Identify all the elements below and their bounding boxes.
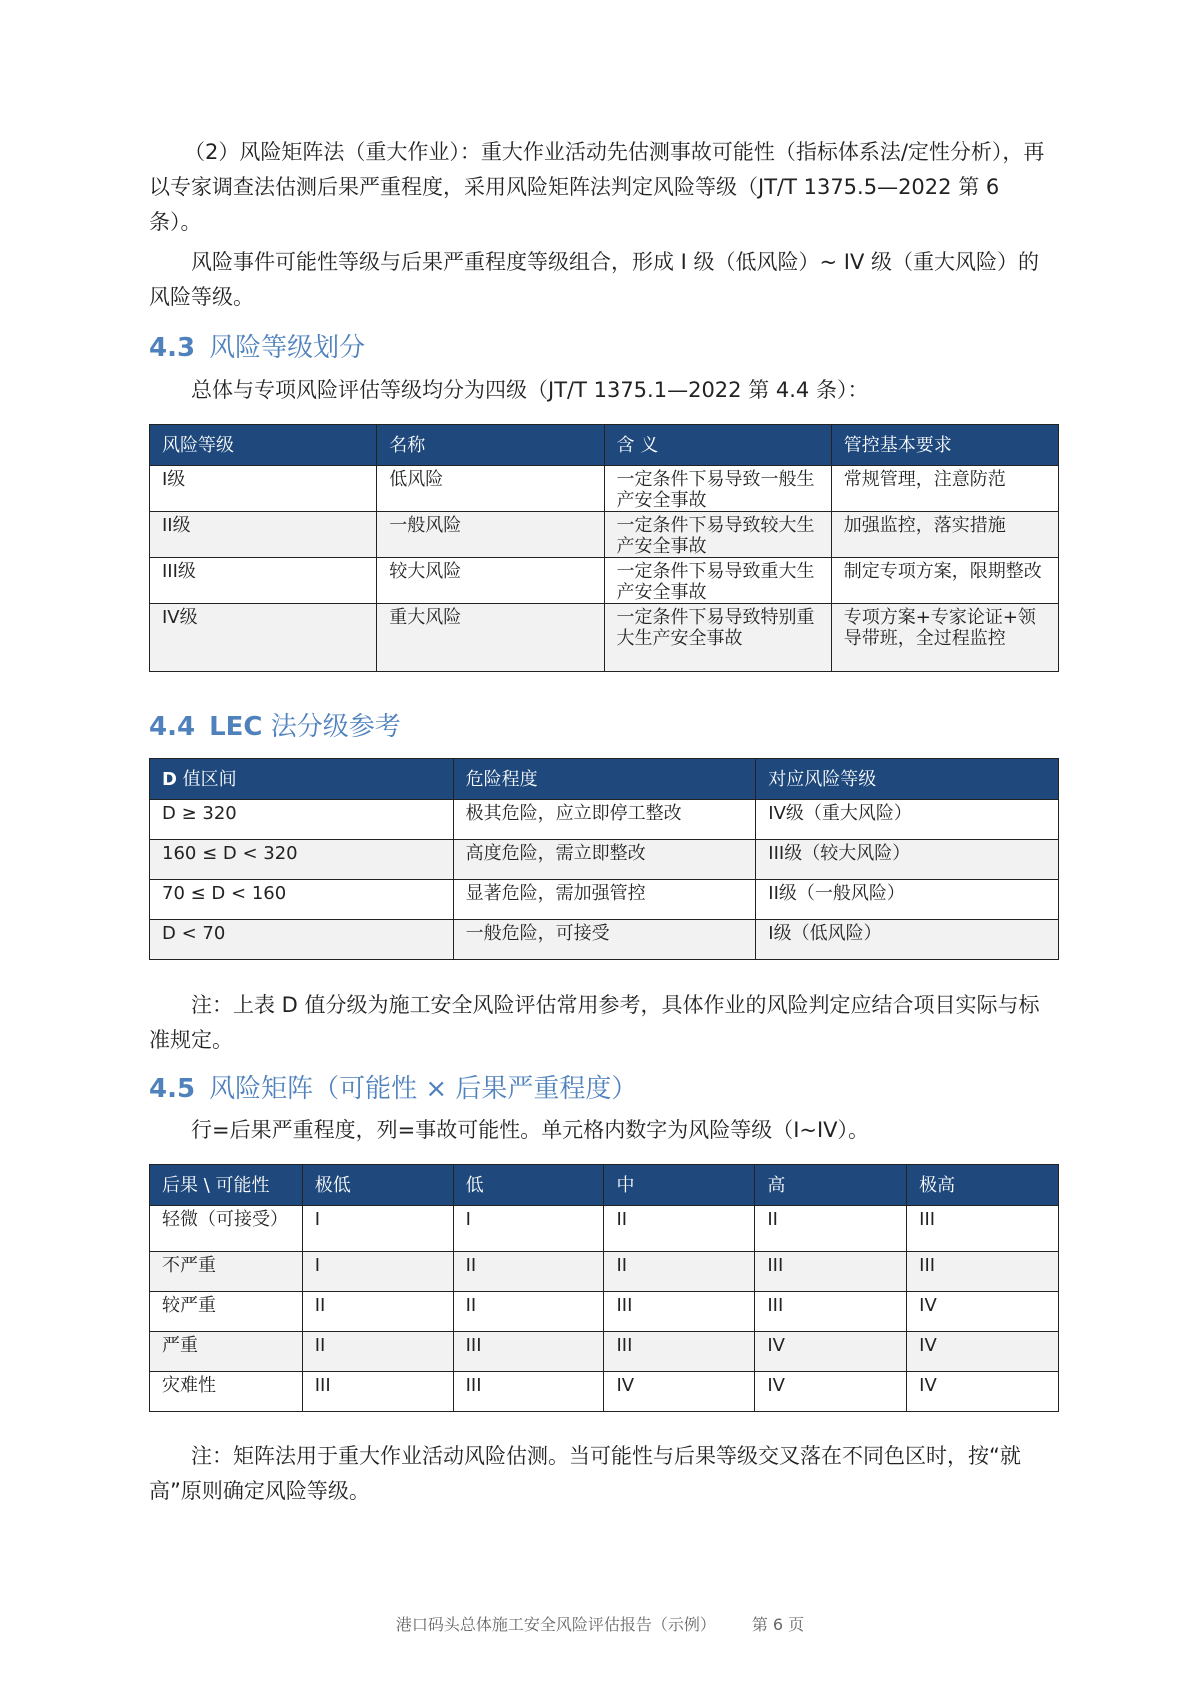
intro-paragraph-matrix-method: （2）风险矩阵法（重大作业）：重大作业活动先估测事故可能性（指标体系法/定性分析），再以专家调查法估测后果严重程度，采用风险矩阵法判定风险等级（JT/T 1375.5—2022 第 6 条）。 <box>149 140 1045 234</box>
table-row <box>150 1292 1059 1332</box>
table-cell: IV <box>907 1292 1059 1332</box>
table-cell: 一定条件下易导致特别重大生产安全事故 <box>604 604 831 672</box>
page-footer <box>0 1612 1200 1635</box>
table-cell: 不严重 <box>150 1252 303 1292</box>
lec-grading-table <box>149 758 1059 960</box>
table-cell: 一定条件下易导致较大生产安全事故 <box>604 512 831 558</box>
header-risk-level: 风险等级 <box>150 425 377 466</box>
table-cell: IV级（重大风险） <box>756 800 1059 840</box>
footer-report-title: 港口码头总体施工安全风险评估报告（示例） <box>395 1615 716 1634</box>
table-cell: II级 <box>150 512 377 558</box>
table-cell: II <box>604 1206 755 1252</box>
table-cell: D ≥ 320 <box>150 800 454 840</box>
header-name: 名称 <box>377 425 604 466</box>
header-consequence-likelihood: 后果 \ 可能性 <box>150 1165 303 1206</box>
table-row <box>150 512 1059 558</box>
table-cell: 70 ≤ D < 160 <box>150 880 454 920</box>
header-control-requirement: 管控基本要求 <box>831 425 1058 466</box>
table-cell: II <box>302 1292 453 1332</box>
table-cell: IV级 <box>150 604 377 672</box>
table-cell: III级 <box>150 558 377 604</box>
table-cell: 加强监控，落实措施 <box>831 512 1058 558</box>
table-cell: 制定专项方案，限期整改 <box>831 558 1058 604</box>
table-cell: 较大风险 <box>377 558 604 604</box>
section-number: 4.4 <box>149 712 196 742</box>
section-4-3-intro: 总体与专项风险评估等级均分为四级（JT/T 1375.1—2022 第 4.4 条）： <box>191 378 869 402</box>
table-cell: I <box>302 1252 453 1292</box>
footer-page-number: 第 6 页 <box>751 1615 805 1634</box>
table-cell: 较严重 <box>150 1292 303 1332</box>
table-row <box>150 466 1059 512</box>
table-row <box>150 920 1059 960</box>
table-cell: II <box>604 1252 755 1292</box>
table-cell: 严重 <box>150 1332 303 1372</box>
header-high: 高 <box>755 1165 907 1206</box>
table-row <box>150 1332 1059 1372</box>
table-cell: III <box>453 1332 604 1372</box>
table-cell: 160 ≤ D < 320 <box>150 840 454 880</box>
table-row <box>150 840 1059 880</box>
header-d-value-range <box>150 759 454 800</box>
section-title-lec: LEC <box>209 712 263 742</box>
table-cell: III <box>453 1372 604 1412</box>
table-cell: IV <box>755 1332 907 1372</box>
table-cell: I <box>302 1206 453 1252</box>
table-row <box>150 1252 1059 1292</box>
header-d-symbol: D <box>162 768 177 790</box>
table-cell: III <box>907 1252 1059 1292</box>
table-row <box>150 604 1059 672</box>
table-cell: 常规管理，注意防范 <box>831 466 1058 512</box>
section-4-5-intro: 行=后果严重程度，列=事故可能性。单元格内数字为风险等级（I~IV）。 <box>191 1118 870 1142</box>
table-cell: 灾难性 <box>150 1372 303 1412</box>
table-cell: II <box>302 1332 453 1372</box>
header-danger-degree: 危险程度 <box>453 759 756 800</box>
table-cell: III <box>604 1332 755 1372</box>
table-row <box>150 1206 1059 1252</box>
section-heading-4-5 <box>149 1071 637 1107</box>
header-d-label: 值区间 <box>176 768 237 790</box>
header-very-low: 极低 <box>302 1165 453 1206</box>
table-cell: 低风险 <box>377 466 604 512</box>
table-cell: III <box>907 1206 1059 1252</box>
table-cell: IV <box>755 1372 907 1412</box>
section-title: 法分级参考 <box>270 712 401 742</box>
table-row <box>150 800 1059 840</box>
table-cell: II级（一般风险） <box>756 880 1059 920</box>
table-cell: III <box>604 1292 755 1332</box>
table-cell: I <box>453 1206 604 1252</box>
section-number: 4.5 <box>149 1074 196 1104</box>
table-cell: III <box>755 1252 907 1292</box>
table-cell: IV <box>604 1372 755 1412</box>
risk-matrix-note: 注：矩阵法用于重大作业活动风险估测。当可能性与后果等级交叉落在不同色区时，按“就高”原则确定风险等级。 <box>149 1444 1021 1503</box>
header-very-high: 极高 <box>907 1165 1059 1206</box>
table-cell: 显著危险，需加强管控 <box>453 880 756 920</box>
table-cell: I级 <box>150 466 377 512</box>
section-number: 4.3 <box>149 333 196 363</box>
lec-table-note: 注：上表 D 值分级为施工安全风险评估常用参考，具体作业的风险判定应结合项目实际与标准规定。 <box>149 993 1040 1052</box>
table-cell: 轻微（可接受） <box>150 1206 303 1252</box>
table-cell: 高度危险，需立即整改 <box>453 840 756 880</box>
table-cell: 重大风险 <box>377 604 604 672</box>
table-cell: III <box>755 1292 907 1332</box>
table-row <box>150 558 1059 604</box>
header-low: 低 <box>453 1165 604 1206</box>
risk-matrix-table <box>149 1164 1059 1412</box>
intro-paragraph-risk-levels: 风险事件可能性等级与后果严重程度等级组合，形成 I 级（低风险）~ IV 级（重大风险）的风险等级。 <box>149 250 1040 309</box>
table-cell: 一定条件下易导致重大生产安全事故 <box>604 558 831 604</box>
table-cell: 专项方案+专家论证+领导带班，全过程监控 <box>831 604 1058 672</box>
header-meaning: 含 义 <box>604 425 831 466</box>
section-heading-4-4 <box>149 709 401 745</box>
table-row <box>150 1372 1059 1412</box>
table-cell: III级（较大风险） <box>756 840 1059 880</box>
table-cell: III <box>302 1372 453 1412</box>
header-risk-level: 对应风险等级 <box>756 759 1059 800</box>
table-cell: I级（低风险） <box>756 920 1059 960</box>
section-title: 风险矩阵（可能性 × 后果严重程度） <box>209 1074 638 1104</box>
table-cell: II <box>453 1252 604 1292</box>
table-header-row <box>150 1165 1059 1206</box>
header-medium: 中 <box>604 1165 755 1206</box>
table-cell: D < 70 <box>150 920 454 960</box>
section-title: 风险等级划分 <box>209 333 366 363</box>
table-cell: 一般风险 <box>377 512 604 558</box>
table-cell: 一般危险，可接受 <box>453 920 756 960</box>
table-cell: II <box>755 1206 907 1252</box>
table-cell: IV <box>907 1372 1059 1412</box>
table-cell: 一定条件下易导致一般生产安全事故 <box>604 466 831 512</box>
table-cell: II <box>453 1292 604 1332</box>
table-row <box>150 880 1059 920</box>
section-heading-4-3 <box>149 330 365 366</box>
risk-level-table <box>149 424 1059 672</box>
table-cell: IV <box>907 1332 1059 1372</box>
table-header-row <box>150 425 1059 466</box>
table-cell: 极其危险，应立即停工整改 <box>453 800 756 840</box>
table-header-row <box>150 759 1059 800</box>
